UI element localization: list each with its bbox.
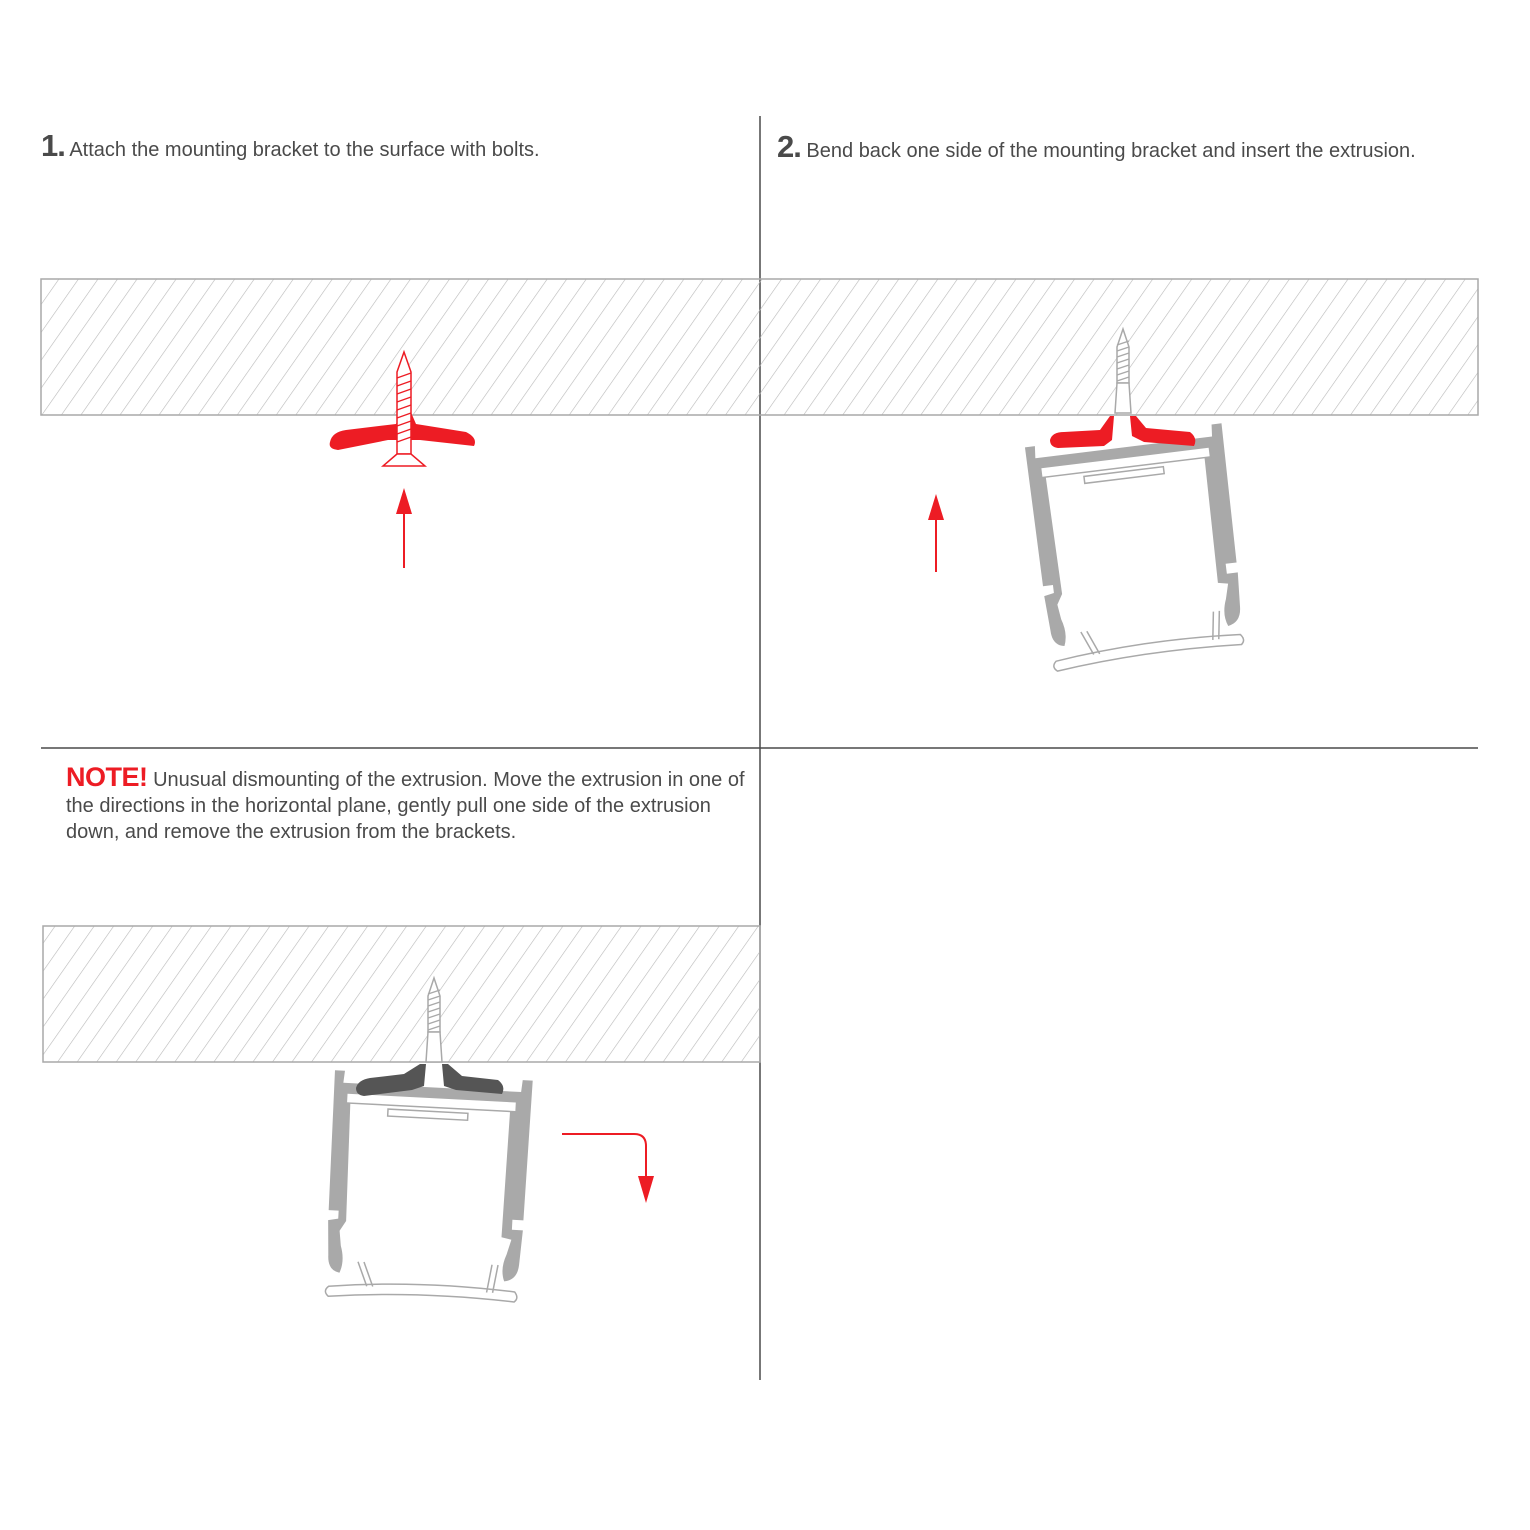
arrow-up-icon — [396, 488, 412, 568]
extrusion-profile-icon — [323, 1070, 533, 1306]
step-2-text: Bend back one side of the mounting bracket and insert the extrusion. — [806, 140, 1416, 162]
extrusion-profile-icon — [1025, 423, 1249, 671]
mounting-surface-note — [43, 926, 760, 1062]
arrow-turn-down-icon — [562, 1134, 654, 1203]
step-1-number: 1. — [41, 128, 65, 163]
note-block — [66, 764, 766, 845]
step-1-caption — [41, 128, 540, 164]
mounting-surface — [41, 279, 1478, 415]
note-text: Unusual dismounting of the extrusion. Move the extrusion in one of the directions in the horizontal plane, gently pull one side of the extrusion down, and remove the extrusion from the brackets. — [66, 769, 745, 843]
step-1-text: Attach the mounting bracket to the surface with bolts. — [69, 139, 540, 161]
step-2-number: 2. — [777, 129, 801, 164]
mounting-bracket-icon — [1050, 416, 1195, 448]
note-label: NOTE! — [66, 762, 148, 792]
step-2-caption — [777, 129, 1416, 165]
arrow-up-icon — [928, 494, 944, 572]
